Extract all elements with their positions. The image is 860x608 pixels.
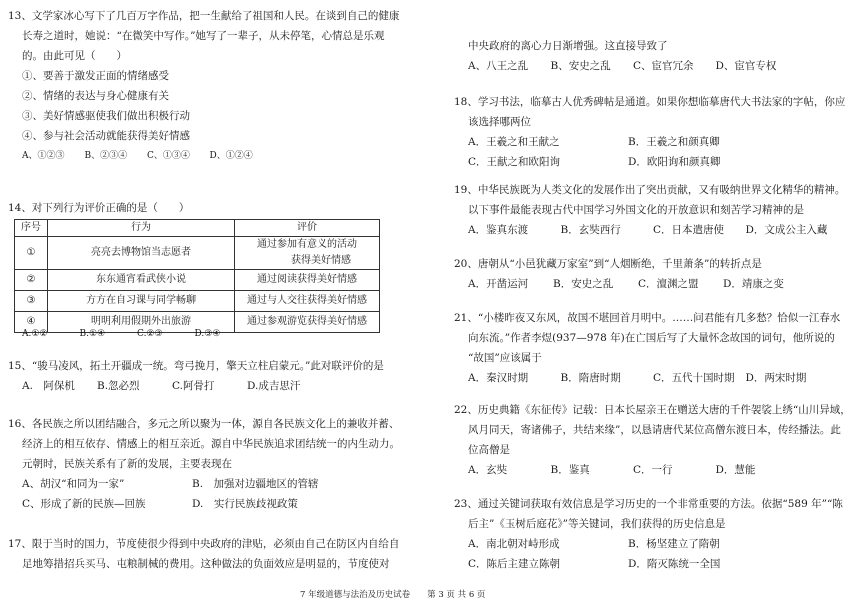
q22-line-3: 位高僧是 — [468, 444, 510, 456]
q18-options-row-1 — [454, 132, 788, 152]
q14-options-row — [8, 324, 426, 344]
question-14 — [8, 198, 426, 218]
q16-line-2: 经济上的相互依存、情感上的相互亲近。源自中华民族追求团结统一的内生动力。 — [22, 438, 400, 450]
q19-line-1: 19、中华民族既为人类文化的发展作出了突出贡献，又有吸纳世界文化精华的精神。 — [454, 184, 846, 196]
q23-options-row-1 — [454, 534, 788, 554]
question-23 — [454, 494, 854, 574]
q20-stem: 20、唐朝从“小邑犹藏万家室”到“人烟断绝，千里萧条”的转折点是 — [454, 258, 762, 270]
q19-option-d[interactable]: D．文成公主入藏 — [745, 224, 828, 236]
q19-option-c[interactable]: C．日本遣唐使 — [653, 224, 725, 236]
q23-option-d[interactable]: D．隋灭陈统一全国 — [628, 558, 721, 570]
q22-line-2: 风月同天，寄诸佛子，共结来缘”，以恳请唐代某位高僧东渡日本，传经播法。此 — [468, 424, 841, 436]
q16-options-row-2 — [8, 494, 362, 514]
q19-option-a[interactable]: A．鉴真东渡 — [468, 224, 529, 236]
eval-line-2: 获得美好情感 — [291, 255, 351, 266]
q18-option-d[interactable]: D．欧阳询和颜真卿 — [628, 156, 721, 168]
question-17 — [8, 534, 426, 574]
q21-option-b[interactable]: B．隋唐时期 — [560, 372, 621, 384]
q18-option-b[interactable]: B．王羲之和颜真卿 — [628, 136, 720, 148]
q15-options — [8, 376, 322, 396]
table-cell-no: ① — [15, 237, 48, 270]
q13-line-1: 13、文学家冰心写下了几百万字作品，把一生献给了祖国和人民。在谈到自己的健康 — [8, 10, 400, 22]
q16-line-3: 元朝时，民族关系有了新的发展，主要表现在 — [22, 458, 232, 470]
q14-options — [8, 324, 252, 344]
table-cell-eval: 通过参观游览获得美好情感 — [235, 312, 380, 333]
q23-option-a[interactable]: A．南北朝对峙形成 — [468, 538, 560, 550]
table-row — [15, 270, 380, 291]
q18-option-c[interactable]: C．王献之和欧阳询 — [468, 156, 561, 168]
q15-option-d[interactable]: D.成吉思汗 — [247, 380, 301, 392]
table-cell-action: 方方在自习课与同学畅聊 — [48, 291, 235, 312]
q22-options — [454, 460, 798, 480]
q19-options — [454, 220, 838, 240]
question-20 — [454, 254, 854, 294]
q16-option-c[interactable]: C、形成了新的民族—回族 — [22, 498, 146, 510]
q23-options-row-2 — [454, 554, 788, 574]
question-16 — [8, 414, 426, 514]
q22-option-b[interactable]: B．鉴真 — [550, 464, 590, 476]
q20-option-d[interactable]: D．靖康之变 — [723, 278, 784, 290]
q21-line-2: 向东流。”作者李煜(937—978 年)在亡国后写了大量怀念故国的词句，他所说的 — [468, 332, 835, 344]
q19-line-2: 以下事件最能表现古代中国学习外国文化的开放意识和刻苦学习精神的是 — [468, 204, 804, 216]
eval-line-1: 通过参加有意义的活动 — [257, 239, 357, 250]
q17-option-d[interactable]: D、宦官专权 — [715, 60, 777, 72]
q13-option-a[interactable]: A、①②③ — [22, 151, 65, 161]
q13-item-4: ④、参与社会活动就能获得美好情感 — [22, 130, 190, 142]
question-19 — [454, 180, 854, 240]
q15-option-b[interactable]: B.忽必烈 — [97, 380, 140, 392]
q14-evaluation-table — [14, 219, 380, 333]
q13-option-c[interactable]: C、①③④ — [147, 151, 190, 161]
q21-option-d[interactable]: D．两宋时期 — [745, 372, 807, 384]
table-cell-eval: 通过阅读获得美好情感 — [235, 270, 380, 291]
page-footer: 7 年级道德与法治及历史试卷 第 3 页 共 6 页 — [300, 590, 486, 600]
q13-option-b[interactable]: B、②③④ — [84, 151, 128, 161]
q18-options-row-2 — [454, 152, 788, 172]
q20-option-a[interactable]: A．开凿运河 — [468, 278, 529, 290]
table-cell-no: ② — [15, 270, 48, 291]
table-cell-no: ④ — [15, 312, 48, 333]
question-15 — [8, 356, 426, 396]
q20-options — [454, 274, 808, 294]
q16-line-1: 16、各民族之所以团结融合，多元之所以聚为一体，源自各民族文化上的兼收并蓄、 — [8, 418, 400, 430]
q18-option-a[interactable]: A．王羲之和王献之 — [468, 136, 560, 148]
q23-option-c[interactable]: C．陈后主建立陈朝 — [468, 558, 561, 570]
q17-line-2: 足地筹措招兵买马、屯粮制械的费用。这种做法的负面效应是明显的，节度使对 — [22, 558, 390, 570]
question-21 — [454, 308, 854, 388]
table-row — [15, 291, 380, 312]
q17-option-b[interactable]: B、安史之乱 — [550, 60, 611, 72]
q23-line-1: 23、通过关键词获取有效信息是学习历史的一个非常重要的方法。依据“589 年”“陈 — [454, 498, 843, 510]
table-header-action: 行为 — [48, 220, 235, 237]
q14-stem: 14、对下列行为评价正确的是（ ） — [8, 202, 190, 214]
q16-option-a[interactable]: A、胡汉“和同为一家” — [22, 478, 125, 490]
table-cell-eval — [235, 237, 380, 270]
q23-option-b[interactable]: B．杨坚建立了隋朝 — [628, 538, 720, 550]
q17-option-c[interactable]: C、宦官冗余 — [633, 60, 694, 72]
q22-option-d[interactable]: D．慧能 — [715, 464, 756, 476]
q16-options-row-1 — [8, 474, 362, 494]
q18-line-2: 该选择哪两位 — [468, 116, 531, 128]
q21-options — [454, 368, 838, 388]
q20-option-c[interactable]: C．澶渊之盟 — [638, 278, 699, 290]
q22-option-c[interactable]: C．一行 — [633, 464, 673, 476]
question-22 — [454, 400, 854, 480]
q17-line-3: 中央政府的离心力日渐增强。这直接导致了 — [468, 40, 668, 52]
q17-continued — [454, 36, 854, 76]
q17-options — [454, 56, 798, 76]
q16-option-d[interactable]: D. 实行民族歧视政策 — [192, 498, 298, 510]
q21-line-3: “故国”应该属于 — [468, 352, 542, 364]
q13-line-3: 的。由此可见（ ） — [22, 50, 127, 62]
q13-item-2: ②、情绪的表达与身心健康有关 — [22, 90, 169, 102]
q23-line-2: 后主”《玉树后庭花》”等关键词，我们获得的历史信息是 — [468, 518, 726, 530]
q13-option-d[interactable]: D、①②④ — [209, 151, 253, 161]
q14-option-b[interactable]: B.①④ — [79, 329, 106, 339]
q13-options — [8, 146, 272, 166]
q15-stem: 15、“骏马凌风，拓土开疆成一统。弯弓挽月，擎天立柱启蒙元。”此对联评价的是 — [8, 360, 384, 372]
q14-option-d[interactable]: D.③④ — [194, 329, 221, 339]
table-cell-eval: 通过与人交往获得美好情感 — [235, 291, 380, 312]
table-cell-no: ③ — [15, 291, 48, 312]
q14-option-c[interactable]: C.②③ — [137, 329, 163, 339]
q13-line-2: 长寿之道时，她说：“在微笑中写作。”她写了一辈子，从未停笔，心情总是乐观 — [22, 30, 385, 42]
table-cell-action: 明明利用假期外出旅游 — [48, 312, 235, 333]
q18-line-1: 18、学习书法，临摹古人优秀碑帖是通道。如果你想临摹唐代大书法家的字帖，你应 — [454, 96, 846, 108]
q21-option-a[interactable]: A．秦汉时期 — [468, 372, 529, 384]
table-header-no: 序号 — [15, 220, 48, 237]
q20-option-b[interactable]: B．安史之乱 — [553, 278, 614, 290]
q14-option-a[interactable]: A.①② — [22, 329, 48, 339]
q21-option-c[interactable]: C．五代十国时期 — [653, 372, 735, 384]
table-cell-action: 东东通宵看武侠小说 — [48, 270, 235, 291]
q13-item-3: ③、美好情感驱使我们做出积极行动 — [22, 110, 190, 122]
q17-option-a[interactable]: A、八王之乱 — [468, 60, 529, 72]
question-18 — [454, 92, 854, 172]
q19-option-b[interactable]: B．玄奘西行 — [560, 224, 621, 236]
table-header-eval: 评价 — [235, 220, 380, 237]
q17-line-1: 17、限于当时的国力，节度使很少得到中央政府的津贴，必须由自己在防区内自给自 — [8, 538, 400, 550]
q21-line-1: 21、“小楼昨夜又东风，故国不堪回首月明中。……问君能有几多愁？恰似一江春水 — [454, 312, 841, 324]
q22-line-1: 22、历史典籍《东征传》记载：日本长屋亲王在赠送大唐的千件袈裟上绣“山川异域， — [454, 404, 851, 416]
table-header-row — [15, 220, 380, 237]
q16-option-b[interactable]: B. 加强对边疆地区的管辖 — [192, 478, 319, 490]
table-row — [15, 237, 380, 270]
q15-option-c[interactable]: C.阿骨打 — [172, 380, 215, 392]
table-cell-action: 亮亮去博物馆当志愿者 — [48, 237, 235, 270]
q15-option-a[interactable]: A. 阿保机 — [22, 380, 75, 392]
question-13 — [8, 6, 426, 166]
q22-option-a[interactable]: A．玄奘 — [468, 464, 508, 476]
q13-item-1: ①、要善于激发正面的情绪感受 — [22, 70, 169, 82]
